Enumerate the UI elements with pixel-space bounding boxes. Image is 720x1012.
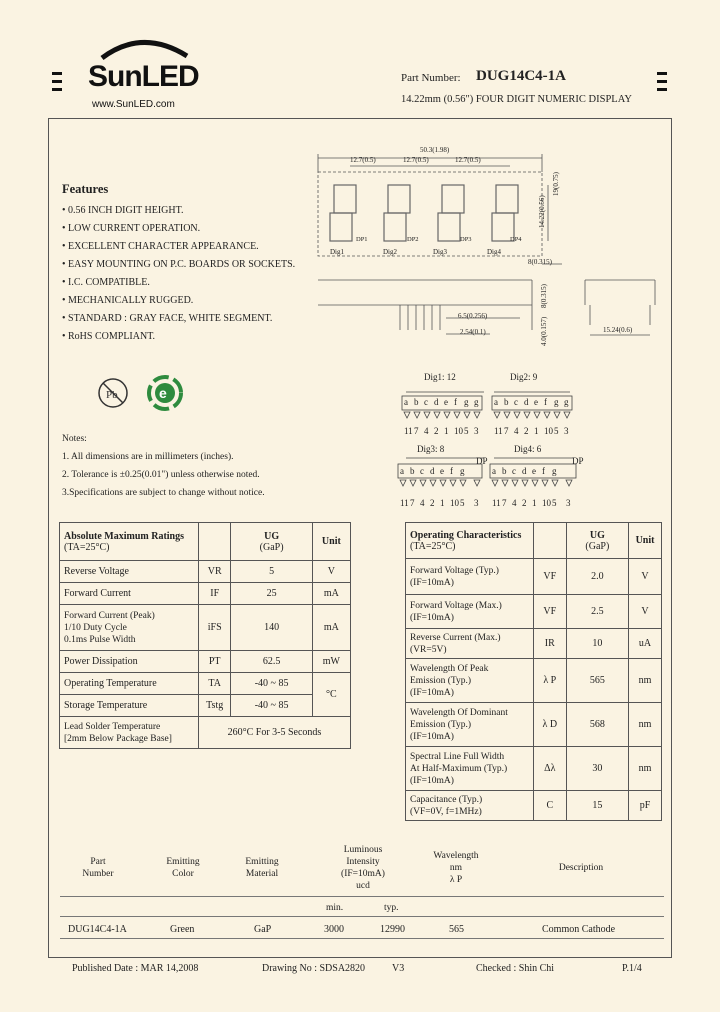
dim-pitch-2: 12.7(0.5)	[403, 156, 429, 164]
circuit-pin-number: 11	[404, 426, 413, 436]
circuit-segment-label: c	[420, 466, 424, 476]
circuit-segment-label: d	[434, 397, 439, 407]
sunled-logo-arc	[92, 36, 202, 60]
sel-typ: 12990	[380, 924, 405, 935]
op-col-unit: Unit	[629, 523, 662, 559]
footer-page: P.1/4	[622, 963, 642, 974]
digit-label-2: Dig2	[383, 248, 397, 256]
circuit-dig2-label: Dig2: 9	[510, 372, 538, 382]
abs-col-ug: UG (GaP)	[231, 523, 312, 561]
sel-color: Green	[170, 924, 195, 935]
operating-characteristics-table	[405, 522, 662, 821]
sel-header-material: Emitting Material	[245, 857, 279, 879]
circuit-pin-number: 3	[566, 498, 571, 508]
feature-item: • LOW CURRENT OPERATION.	[62, 223, 201, 234]
circuit-pin-number: 11	[400, 498, 409, 508]
product-subtitle: 14.22mm (0.56") FOUR DIGIT NUMERIC DISPLAY	[401, 94, 632, 105]
circuit-segment-label: g	[474, 397, 479, 407]
table-row: Lead Solder Temperature [2mm Below Package Base] 260°C For 3-5 Seconds	[60, 717, 351, 749]
table-row: Forward Voltage (Typ.) (IF=10mA) VF 2.0 V	[406, 559, 662, 595]
circuit-segment-label: c	[514, 397, 518, 407]
table-row: Forward Current (Peak) 1/10 Duty Cycle 0.1ms Pulse Width iFS 140 mA	[60, 605, 351, 651]
part-number: DUG14C4-1A	[476, 68, 566, 84]
circuit-pin-number: 1	[534, 426, 539, 436]
dp-label-1: DP1	[356, 236, 368, 243]
circuit-segment-label: a	[400, 466, 404, 476]
feature-item: • I.C. COMPATIBLE.	[62, 277, 150, 288]
circuit-pin-number: 2	[524, 426, 529, 436]
dim-bottom: 8(0.315)	[528, 258, 552, 266]
footer-version: V3	[392, 963, 405, 974]
circuit-segment-label: g	[554, 397, 559, 407]
table-row: Reverse Voltage VR 5 V	[60, 561, 351, 583]
op-title: Operating Characteristics	[410, 529, 522, 541]
sel-part: DUG14C4-1A	[68, 924, 127, 935]
features-list	[62, 202, 322, 346]
circuit-pin-number: 1	[444, 426, 449, 436]
circuit-pin-number: 2	[522, 498, 527, 508]
circuit-pin-number: 2	[430, 498, 435, 508]
sel-divider-top	[60, 896, 664, 897]
sel-header-color: Emitting Color	[166, 857, 200, 879]
circuit-pin-number: 7	[414, 426, 419, 436]
digit-label-3: Dig3	[433, 248, 447, 256]
sel-material: GaP	[254, 924, 272, 935]
table-row: Spectral Line Full Width At Half-Maximum (Typ.) (IF=10mA) Δλ 30 nm	[406, 747, 662, 791]
circuit-segment-label: f	[542, 466, 545, 476]
sel-sub-min: min.	[326, 903, 344, 913]
abs-header-cell	[60, 523, 199, 561]
dp-label-3: DP3	[460, 236, 472, 243]
abs-col-unit: Unit	[312, 523, 350, 561]
circuit-pin-number: 1	[440, 498, 445, 508]
brand-logo: SunLED	[88, 60, 199, 93]
feature-item: • RoHS COMPLIANT.	[62, 331, 156, 342]
feature-item: • EXCELLENT CHARACTER APPEARANCE.	[62, 241, 259, 252]
note-item: 3.Specifications are subject to change without notice.	[62, 488, 265, 498]
note-item: 2. Tolerance is ±0.25(0.01") unless otherwise noted.	[62, 470, 260, 480]
dp-label-2: DP2	[407, 236, 419, 243]
table-row: Reverse Current (Max.) (VR=5V) IR 10 uA	[406, 629, 662, 659]
circuit-segment-label: g	[552, 466, 557, 476]
circuit-dig4-label: Dig4: 6	[514, 444, 542, 454]
circuit-pin-number: 2	[434, 426, 439, 436]
circuit-pin-number: 7	[504, 426, 509, 436]
table-row: Operating Temperature TA -40 ~ 85 °C	[60, 673, 351, 695]
circuit-pin-number: 3	[474, 498, 479, 508]
features-title: Features	[62, 182, 109, 196]
digit-label-4: Dig4	[487, 248, 501, 256]
circuit-dig1-label: Dig1: 12	[424, 372, 456, 382]
circuit-pin-number: 5	[552, 498, 557, 508]
circuit-dig3-label: Dig3: 8	[417, 444, 445, 454]
circuit-segment-label: g	[564, 397, 569, 407]
circuit-segment-label: e	[532, 466, 536, 476]
sel-divider-bottom	[60, 938, 664, 939]
circuit-segment-label: f	[544, 397, 547, 407]
notes	[62, 430, 362, 502]
circuit-segment-label: d	[522, 466, 527, 476]
circuit-segment-label: e	[440, 466, 444, 476]
circuit-pin-number: 4	[420, 498, 425, 508]
dim-char: 14.22(0.56)	[538, 195, 546, 228]
pb-free-icon	[96, 376, 130, 410]
circuit-segment-label: c	[512, 466, 516, 476]
circuit-pin-number: 4	[424, 426, 429, 436]
op-header-cell	[406, 523, 534, 559]
circuit-pin-number: 10	[454, 426, 463, 436]
absolute-max-ratings-table	[59, 522, 351, 749]
circuit-segment-label: b	[414, 397, 419, 407]
op-cond: (TA=25°C)	[410, 540, 456, 552]
footer-published: Published Date : MAR 14,2008	[72, 963, 199, 974]
circuit-pin-number: 5	[554, 426, 559, 436]
circuit-segment-label: g	[464, 397, 469, 407]
package-outline-drawing	[310, 140, 670, 350]
circuit-segment-label: a	[494, 397, 498, 407]
dim-total: 50.3(1.98)	[420, 146, 450, 154]
circuit-pin-number: 3	[474, 426, 479, 436]
dim-pin-pitch: 2.54(0.1)	[460, 328, 486, 336]
feature-item: • MECHANICALLY RUGGED.	[62, 295, 194, 306]
dim-lead: 6.5(0.256)	[458, 312, 488, 320]
sel-header-wavelength: Wavelength nm λ P	[433, 851, 479, 885]
sel-divider-mid	[60, 916, 664, 917]
table-row: Forward Voltage (Max.) (IF=10mA) VF 2.5 V	[406, 595, 662, 629]
sel-min: 3000	[324, 924, 344, 935]
circuit-pin-number: 5	[460, 498, 465, 508]
feature-item: • STANDARD : GRAY FACE, WHITE SEGMENT.	[62, 313, 273, 324]
table-row: Wavelength Of Peak Emission (Typ.) (IF=10mA) λ P 565 nm	[406, 659, 662, 703]
circuit-segment-label: b	[504, 397, 509, 407]
circuit-pin-number: 10	[544, 426, 553, 436]
circuit-pin-number: 10	[542, 498, 551, 508]
circuit-pin-number: 4	[514, 426, 519, 436]
dim-height: 19(0.75)	[552, 172, 560, 196]
sel-sub-typ: typ.	[384, 903, 399, 913]
circuit-segment-label: d	[524, 397, 529, 407]
footer-drawing: Drawing No : SDSA2820	[262, 963, 366, 974]
svg-text:e: e	[159, 385, 167, 401]
circuit-segment-label: b	[502, 466, 507, 476]
sel-header-description: Description	[558, 863, 604, 873]
table-row: Storage Temperature Tstg -40 ~ 85	[60, 695, 351, 717]
circuit-segment-label: e	[444, 397, 448, 407]
sel-description: Common Cathode	[542, 924, 616, 935]
circuit-segment-label: d	[430, 466, 435, 476]
sel-header-part: Part Number	[82, 857, 114, 879]
circuit-segment-label: a	[492, 466, 496, 476]
digit-label-1: Dig1	[330, 248, 344, 256]
abs-cond: (TA=25°C)	[64, 541, 110, 553]
circuit-segment-label: e	[534, 397, 538, 407]
notes-title: Notes:	[62, 434, 87, 444]
dim-pitch-1: 12.7(0.5)	[350, 156, 376, 164]
note-item: 1. All dimensions are in millimeters (inches).	[62, 452, 234, 462]
dim-side-1: 8(0.315)	[540, 284, 548, 308]
circuit-pin-number: 3	[564, 426, 569, 436]
circuit-segment-label: g	[460, 466, 465, 476]
footer-checked: Checked : Shin Chi	[476, 963, 555, 974]
table-row: Wavelength Of Dominant Emission (Typ.) (IF=10mA) λ D 568 nm	[406, 703, 662, 747]
sel-wave: 565	[449, 924, 464, 935]
dim-side-3: 15.24(0.6)	[603, 326, 633, 334]
brand-url[interactable]: www.SunLED.com	[92, 99, 175, 110]
abs-title: Absolute Maximum Ratings	[64, 530, 185, 542]
circuit-dp-label-left: DP	[476, 456, 488, 466]
table-row: Capacitance (Typ.) (VF=0V, f=1MHz) C 15 pF	[406, 791, 662, 821]
circuit-pin-number: 11	[492, 498, 501, 508]
rohs-e-icon	[146, 374, 184, 412]
feature-item: • 0.56 INCH DIGIT HEIGHT.	[62, 205, 184, 216]
op-col-ug: UG (GaP)	[566, 523, 628, 559]
circuit-pin-number: 4	[512, 498, 517, 508]
feature-item: • EASY MOUNTING ON P.C. BOARDS OR SOCKETS.	[62, 259, 296, 270]
circuit-pin-number: 7	[410, 498, 415, 508]
circuit-segment-label: c	[424, 397, 428, 407]
circuit-dp-label-right: DP	[572, 456, 584, 466]
part-number-label: Part Number:	[401, 72, 461, 84]
circuit-segment-label: f	[454, 397, 457, 407]
dim-side-2: 4.0(0.157)	[540, 316, 548, 346]
circuit-pin-number: 11	[494, 426, 503, 436]
circuit-pin-number: 1	[532, 498, 537, 508]
circuit-pin-number: 10	[450, 498, 459, 508]
table-row: Power Dissipation PT 62.5 mW	[60, 651, 351, 673]
circuit-segment-label: f	[450, 466, 453, 476]
circuit-pin-number: 7	[502, 498, 507, 508]
sel-header-intensity: Luminous Intensity (IF=10mA) ucd	[341, 845, 385, 891]
table-row: Forward Current IF 25 mA	[60, 583, 351, 605]
dim-pitch-3: 12.7(0.5)	[455, 156, 481, 164]
svg-text:Pb: Pb	[106, 389, 118, 401]
circuit-segment-label: a	[404, 397, 408, 407]
circuit-segment-label: b	[410, 466, 415, 476]
dp-label-4: DP4	[510, 236, 522, 243]
circuit-pin-number: 5	[464, 426, 469, 436]
